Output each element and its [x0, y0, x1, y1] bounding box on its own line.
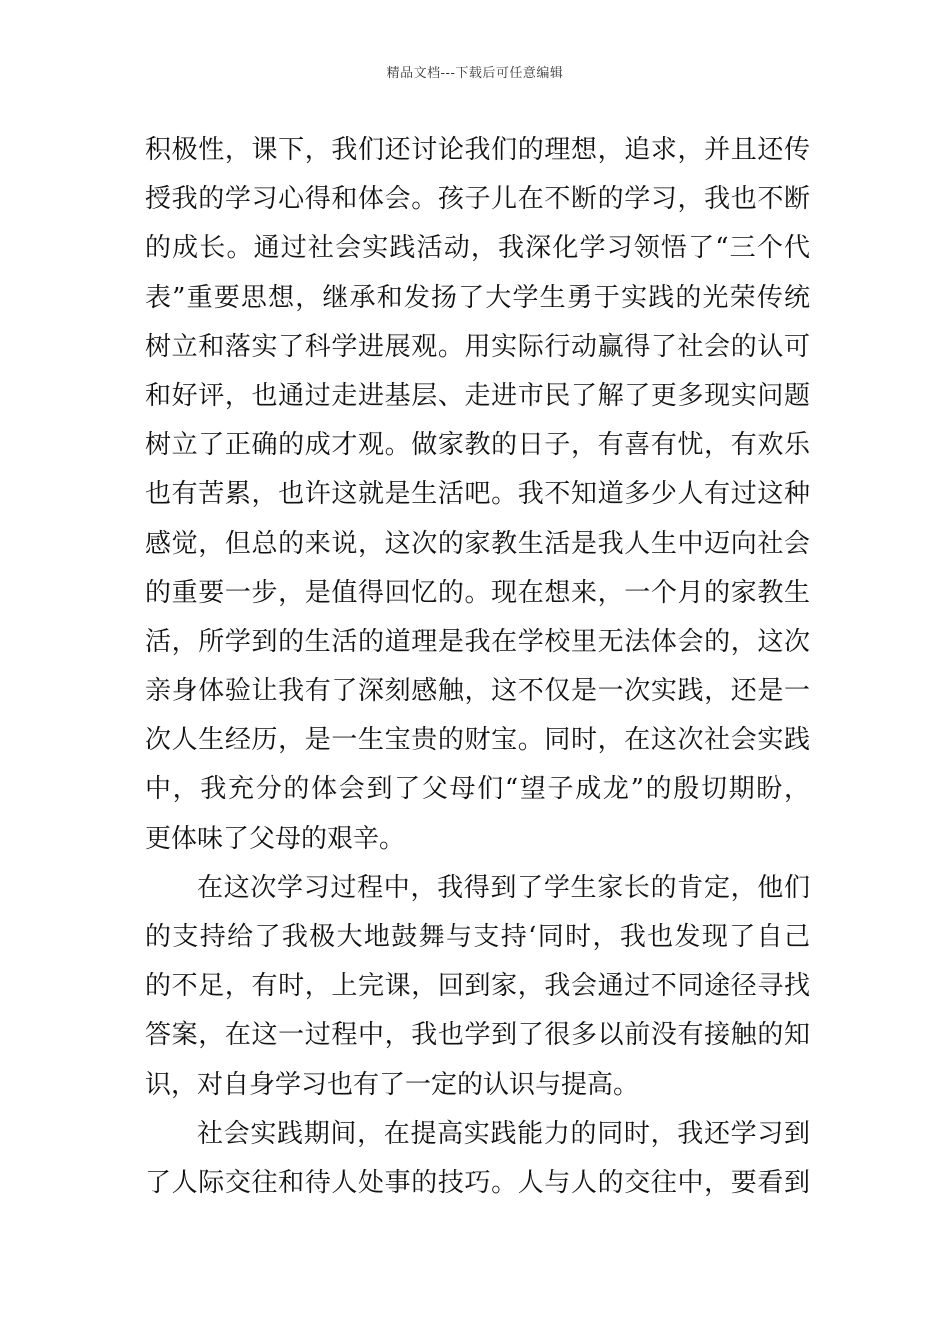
text-line: 的成长。通过社会实践活动，我深化学习领悟了“三个代 [145, 233, 810, 264]
document-body [145, 126, 810, 1208]
text-line: 的支持给了我极大地鼓舞与支持‘同时，我也发现了自己 [145, 922, 810, 952]
text-line: 授我的学习心得和体会。孩子儿在不断的学习，我也不断 [145, 184, 810, 215]
text-line: 次人生经历，是一生宝贵的财宝。同时，在这次社会实践 [145, 725, 810, 756]
text-line: 和好评，也通过走进基层、走进市民了解了更多现实问题 [145, 380, 810, 411]
text-line: 表”重要思想，继承和发扬了大学生勇于实践的光荣传统 [145, 282, 810, 313]
text-line: 识，对自身学习也有了一定的认识与提高。 [145, 1069, 640, 1100]
paragraph-2 [145, 864, 810, 1110]
text-line: 活，所学到的生活的道理是我在学校里无法体会的，这次 [145, 626, 810, 657]
text-line: 亲身体验让我有了深刻感触，这不仅是一次实践，还是一 [145, 676, 810, 707]
paragraph-1 [145, 126, 810, 864]
text-line: 的重要一步，是值得回忆的。现在想来，一个月的家教生 [145, 577, 810, 608]
text-line: 感觉，但总的来说，这次的家教生活是我人生中迈向社会 [145, 528, 810, 559]
text-line: 的不足，有时，上完课，回到家，我会通过不同途径寻找 [145, 971, 810, 1002]
text-line: 树立和落实了科学进展观。用实际行动赢得了社会的认可 [145, 331, 810, 362]
text-line: 在这次学习过程中，我得到了学生家长的肯定，他们 [197, 872, 810, 903]
text-line: 中，我充分的体会到了父母们“望子成龙”的殷切期盼， [145, 774, 810, 805]
text-line: 答案，在这一过程中，我也学到了很多以前没有接触的知 [145, 1020, 810, 1051]
text-line: 了人际交往和待人处事的技巧。人与人的交往中，要看到 [145, 1167, 810, 1198]
text-line: 更体味了父母的艰辛。 [145, 823, 406, 854]
text-line: 也有苦累，也许这就是生活吧。我不知道多少人有过这种 [145, 479, 810, 510]
text-line: 社会实践期间，在提高实践能力的同时，我还学习到 [197, 1118, 810, 1149]
text-line: 积极性，课下，我们还讨论我们的理想，追求，并且还传 [145, 135, 810, 165]
text-line: 树立了正确的成才观。做家教的日子，有喜有忧，有欢乐 [145, 430, 810, 461]
paragraph-3 [145, 1110, 810, 1208]
page-header: 精品文档---下载后可任意编辑 [386, 66, 564, 81]
